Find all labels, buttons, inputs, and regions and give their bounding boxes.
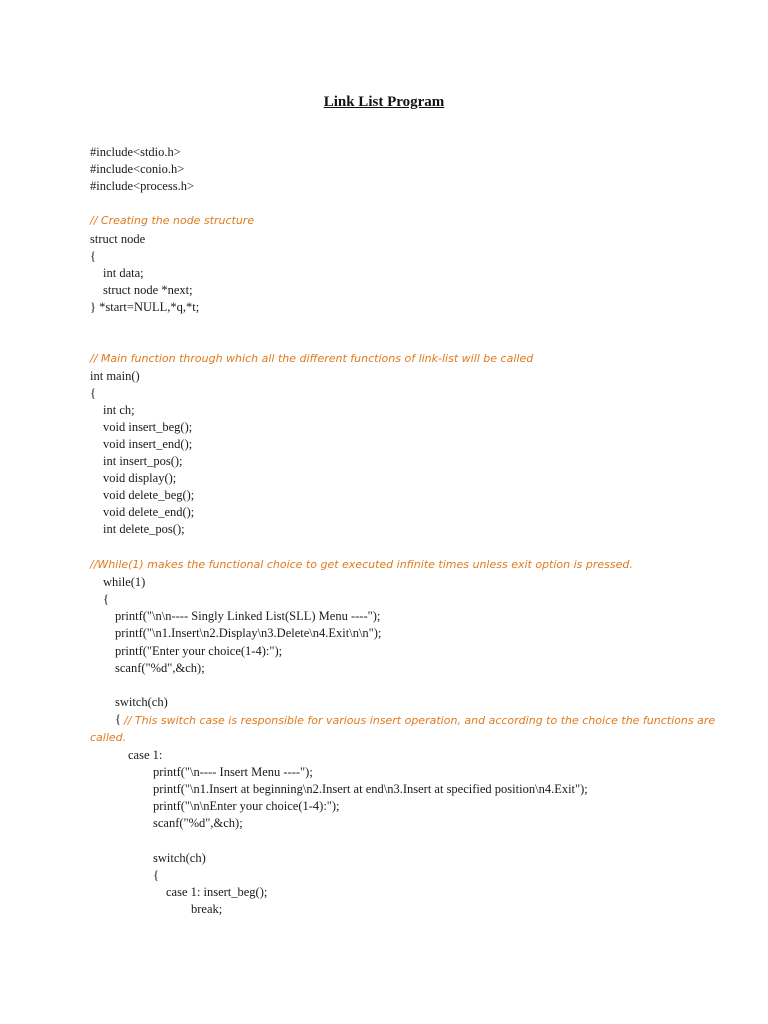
code-line: { [90, 386, 96, 400]
code-line: switch(ch) [115, 695, 168, 709]
code-line: printf("Enter your choice(1-4):"); [115, 644, 283, 658]
code-line: case 1: insert_beg(); [166, 885, 268, 899]
code-line: struct node *next; [103, 283, 193, 297]
code-line: void insert_beg(); [103, 420, 193, 434]
code-line: switch(ch) [153, 851, 206, 865]
code-comment: // Creating the node structure [90, 214, 255, 227]
code-line: int insert_pos(); [103, 454, 183, 468]
code-comment: // This switch case is responsible for various insert operation, and according to the choice the functions are [124, 714, 716, 727]
code-line: scanf("%d",&ch); [153, 816, 243, 830]
code-line: printf("\n1.Insert at beginning\n2.Insert at end\n3.Insert at specified position\n4.Exit"); [153, 782, 588, 796]
code-line: struct node [90, 232, 146, 246]
code-line: printf("\n1.Insert\n2.Display\n3.Delete\n4.Exit\n\n"); [115, 626, 382, 640]
code-comment: //While(1) makes the functional choice to get executed infinite times unless exit option is pressed. [90, 558, 633, 571]
code-line: break; [191, 902, 223, 916]
code-line: case 1: [128, 748, 163, 762]
code-line: int delete_pos(); [103, 522, 185, 536]
code-line: { [115, 712, 121, 726]
code-line: } *start=NULL,*q,*t; [90, 300, 200, 314]
code-line: void delete_beg(); [103, 488, 195, 502]
code-comment: called. [90, 731, 127, 744]
code-line: { [103, 592, 109, 606]
include-line: #include<conio.h> [90, 162, 185, 176]
code-line: void insert_end(); [103, 437, 193, 451]
include-line: #include<stdio.h> [90, 145, 181, 159]
code-line: while(1) [103, 575, 146, 589]
code-line: void display(); [103, 471, 177, 485]
code-line: void delete_end(); [103, 505, 195, 519]
page-title: Link List Program [323, 94, 445, 110]
code-line: { [90, 249, 96, 263]
code-line: printf("\n\n---- Singly Linked List(SLL) Menu ----"); [115, 609, 381, 623]
code-line: printf("\n\nEnter your choice(1-4):"); [153, 799, 340, 813]
code-line: int ch; [103, 403, 135, 417]
code-line: int data; [103, 266, 144, 280]
code-comment: // Main function through which all the different functions of link-list will be called [90, 352, 534, 365]
code-line: printf("\n---- Insert Menu ----"); [153, 765, 313, 779]
code-line: int main() [90, 369, 140, 383]
code-line: scanf("%d",&ch); [115, 661, 205, 675]
include-line: #include<process.h> [90, 179, 195, 193]
code-line: { [153, 868, 159, 882]
